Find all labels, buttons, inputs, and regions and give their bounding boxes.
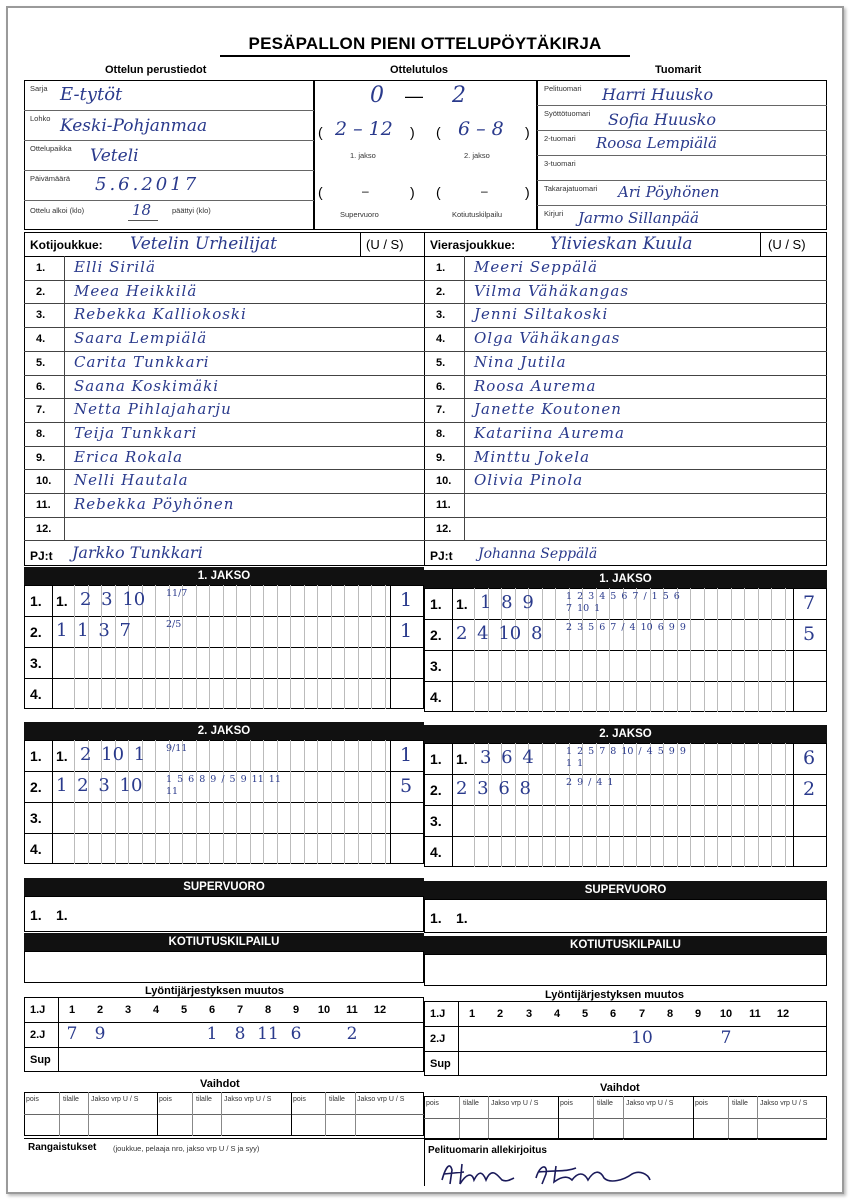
away_j2-row-label: 1.	[430, 751, 442, 767]
home-lineup-2j-value: 11	[257, 1024, 279, 1044]
home-player-number: 3.	[36, 309, 46, 321]
away-player-name: Roosa Aurema	[474, 377, 597, 395]
home-lineup-2j-value: 9	[94, 1024, 106, 1044]
away-coach: Johanna Seppälä	[478, 546, 598, 562]
away_j2-row-label: 2.	[430, 782, 442, 798]
home-subs-col: tilalle	[63, 1096, 79, 1103]
away_j2-bar: 2. JAKSO	[424, 725, 827, 743]
home_j2-row-label: 1.	[30, 748, 42, 764]
away-player-number: 1.	[436, 262, 446, 274]
start-time: 18	[132, 201, 152, 219]
home-lineup-col: 5	[180, 1004, 188, 1016]
away_j2-row-label: 4.	[430, 844, 442, 860]
home_j2-bar: 2. JAKSO	[24, 722, 424, 740]
away-subs-col: Jakso vrp U / S	[491, 1100, 539, 1107]
result-box	[314, 80, 537, 230]
home-player-number: 12.	[36, 523, 52, 535]
result-home: 0	[370, 83, 384, 108]
away-lineup-col: 6	[609, 1008, 617, 1020]
away_j2-row-outs: 1 2 5 7 8 10 / 4 5 9 9 1 1	[566, 746, 686, 769]
home-lineup-2j-value: 7	[66, 1024, 78, 1044]
info-header: Ottelun perustiedot	[105, 64, 207, 76]
lohko-value: Keski-Pohjanmaa	[60, 116, 208, 136]
away_j2-row-sublabel: 1.	[456, 751, 468, 767]
away-lineup-2j-value: 10	[631, 1028, 653, 1048]
home-player-number: 9.	[36, 452, 46, 464]
away-subs-col: tilalle	[732, 1100, 748, 1107]
home-subs-col: Jakso vrp U / S	[91, 1096, 139, 1103]
away-player-name: Olga Vähäkangas	[474, 329, 621, 347]
away-lineup-col: 7	[638, 1008, 646, 1020]
referees-header: Tuomarit	[655, 64, 702, 76]
away-lineup-title: Lyöntijärjestyksen muutos	[545, 989, 684, 1001]
away-lineup-col: 4	[553, 1008, 561, 1020]
home-player-number: 10.	[36, 475, 52, 487]
referee-3: Roosa Lempiälä	[596, 134, 717, 152]
home_j1-row-label: 1.	[30, 593, 42, 609]
home-lineup-col: 7	[236, 1004, 244, 1016]
away_j2-row-runs: 2	[803, 778, 816, 800]
away_j1-row-marks: 1 8 9	[480, 592, 534, 613]
home-player-number: 4.	[36, 333, 46, 345]
home-kotiutus-grid	[24, 951, 424, 983]
away-player-number: 5.	[436, 357, 446, 369]
away_j1-bar: 1. JAKSO	[424, 570, 827, 588]
home_j1-row-label: 3.	[30, 655, 42, 671]
home-player-name: Saana Koskimäki	[74, 377, 220, 395]
away-subs-title: Vaihdot	[600, 1082, 640, 1094]
home_j2-row-marks: 1 2 3 10	[56, 775, 143, 796]
referee-1: Harri Huusko	[602, 85, 714, 104]
home_j2-row-outs: 9/11	[166, 743, 188, 754]
away-subs-col: tilalle	[463, 1100, 479, 1107]
home-subs-col: Jakso vrp U / S	[224, 1096, 272, 1103]
home-player-name: Elli Sirilä	[74, 258, 156, 276]
home_j1-row-label: 4.	[30, 686, 42, 702]
away-kotiutus-grid	[424, 954, 827, 986]
result-away: 2	[452, 83, 466, 108]
away-supervuoro-grid	[424, 899, 827, 933]
home_j1-row-outs: 2/5	[166, 619, 182, 630]
away_j1-row-marks: 2 4 10 8	[456, 623, 543, 644]
home_j1-row-marks: 2 3 10	[80, 589, 146, 610]
signature-label: Pelituomarin allekirjoitus	[428, 1145, 547, 1156]
away-lineup-col: 11	[749, 1008, 761, 1020]
result-j1: 2 – 12	[335, 118, 393, 140]
away-player-number: 12.	[436, 523, 452, 535]
home_j2-row-runs: 5	[400, 775, 413, 797]
away_j2-row-runs: 6	[803, 747, 816, 769]
referee-signature	[436, 1158, 666, 1188]
home_j2-row-marks: 2 10 1	[80, 744, 146, 765]
away_j2-row-marks: 3 6 4	[480, 747, 534, 768]
home-player-name: Meea Heikkilä	[74, 282, 198, 300]
home-player-name: Carita Tunkkari	[74, 353, 210, 371]
away-subs-col: pois	[426, 1100, 439, 1107]
home_j1-row-outs: 11/7	[166, 588, 188, 599]
away_j1-row-runs: 7	[803, 592, 816, 614]
home-lineup-col: 10	[317, 1004, 331, 1016]
home-player-number: 7.	[36, 404, 46, 416]
away-player-name: Meeri Seppälä	[474, 258, 598, 276]
home-player-name: Erica Rokala	[74, 448, 184, 466]
away-player-number: 7.	[436, 404, 446, 416]
home-player-name: Saara Lempiälä	[74, 329, 208, 347]
home-lineup-2j-value: 8	[234, 1024, 246, 1044]
home_j1-row-runs: 1	[400, 589, 413, 611]
away-lineup-col: 3	[525, 1008, 533, 1020]
home-player-name: Netta Pihlajaharju	[74, 400, 232, 418]
away-subs-col: pois	[560, 1100, 573, 1107]
home_j2-row-label: 3.	[30, 810, 42, 826]
home-subs-col: pois	[159, 1096, 172, 1103]
away_j1-row-outs: 1 2 3 4 5 6 7 / 1 5 6 7 10 1	[566, 591, 680, 614]
date-value: 5.6.2017	[95, 174, 200, 195]
away-player-name: Katariina Aurema	[474, 424, 625, 442]
home-lineup-row-label: 1.J	[30, 1004, 46, 1016]
away-lineup-col: 8	[666, 1008, 674, 1020]
away-player-number: 2.	[436, 286, 446, 298]
home-kotiutus-bar: KOTIUTUSKILPAILU	[24, 933, 424, 951]
home-lineup-col: 6	[208, 1004, 216, 1016]
home-player-name: Rebekka Pöyhönen	[74, 495, 235, 513]
home-lineup-col: 8	[264, 1004, 272, 1016]
away_j1-row-label: 4.	[430, 689, 442, 705]
paikka-value: Veteli	[90, 146, 139, 166]
away-player-name: Vilma Vähäkangas	[474, 282, 630, 300]
home-player-name: Nelli Hautala	[74, 471, 189, 489]
home-player-number: 2.	[36, 286, 46, 298]
away-supervuoro-bar: SUPERVUORO	[424, 881, 827, 899]
home-lineup-col: 2	[96, 1004, 104, 1016]
home_j1-row-label: 2.	[30, 624, 42, 640]
home-lineup-col: 1	[68, 1004, 76, 1016]
away-lineup-2j-value: 7	[720, 1028, 732, 1048]
home-player-number: 11.	[36, 499, 51, 511]
home-subs-col: Jakso vrp U / S	[357, 1096, 405, 1103]
home-subs-col: tilalle	[329, 1096, 345, 1103]
away-lineup-col: 10	[719, 1008, 733, 1020]
home-supervuoro-grid	[24, 896, 424, 932]
home-player-number: 1.	[36, 262, 46, 274]
home-lineup-col: 11	[346, 1004, 358, 1016]
home-player-name: Rebekka Kalliokoski	[74, 305, 247, 323]
home-player-number: 8.	[36, 428, 46, 440]
home-coach: Jarkko Tunkkari	[72, 543, 203, 562]
away-subs-col: Jakso vrp U / S	[626, 1100, 674, 1107]
away-lineup-col: 12	[776, 1008, 790, 1020]
result-header: Ottelutulos	[390, 64, 449, 76]
home-lineup-col: 3	[124, 1004, 132, 1016]
result-j2: 6 – 8	[458, 118, 504, 140]
referee-6: Jarmo Sillanpää	[578, 209, 699, 227]
home_j2-row-runs: 1	[400, 744, 413, 766]
home-lineup-2j-value: 1	[206, 1024, 218, 1044]
home_j1-bar: 1. JAKSO	[24, 567, 424, 585]
home-lineup-col: 12	[373, 1004, 387, 1016]
page-title: PESÄPALLON PIENI OTTELUPÖYTÄKIRJA	[248, 34, 602, 53]
away-lineup-col: 9	[694, 1008, 702, 1020]
away-player-number: 8.	[436, 428, 446, 440]
home-lineup-col: 9	[292, 1004, 300, 1016]
away-player-name: Nina Jutila	[474, 353, 567, 371]
away-player-name: Jenni Siltakoski	[474, 305, 609, 323]
home-supervuoro-bar: SUPERVUORO	[24, 878, 424, 896]
away_j1-row-label: 2.	[430, 627, 442, 643]
away-player-name: Janette Koutonen	[474, 400, 622, 418]
away-lineup-col: 5	[581, 1008, 589, 1020]
away_j1-row-sublabel: 1.	[456, 596, 468, 612]
away-subs-col: Jakso vrp U / S	[760, 1100, 808, 1107]
away-lineup-row-label: 2.J	[430, 1033, 446, 1045]
penalties-label: Rangaistukset	[28, 1142, 97, 1153]
home-subs-col: pois	[26, 1096, 39, 1103]
home-subs-col: tilalle	[196, 1096, 212, 1103]
away-lineup-row-label: 1.J	[430, 1008, 446, 1020]
away-player-number: 6.	[436, 381, 446, 393]
home-subs-col: pois	[293, 1096, 306, 1103]
home_j2-row-outs: 1 5 6 8 9 / 5 9 11 11 11	[166, 774, 281, 797]
home_j2-row-label: 4.	[30, 841, 42, 857]
away-lineup-col: 1	[468, 1008, 476, 1020]
away-lineup-col: 2	[496, 1008, 504, 1020]
away-player-number: 9.	[436, 452, 446, 464]
away-player-name: Olivia Pinola	[474, 471, 584, 489]
home-player-name: Teija Tunkkari	[74, 424, 198, 442]
home_j2-row-sublabel: 1.	[56, 748, 68, 764]
away-subs-col: tilalle	[597, 1100, 613, 1107]
away-player-number: 10.	[436, 475, 452, 487]
away-player-number: 3.	[436, 309, 446, 321]
home_j1-row-sublabel: 1.	[56, 593, 68, 609]
home-lineup-row-label: Sup	[30, 1054, 51, 1066]
away_j1-row-label: 1.	[430, 596, 442, 612]
home-lineup-title: Lyöntijärjestyksen muutos	[145, 985, 284, 997]
away_j1-row-runs: 5	[803, 623, 816, 645]
away-lineup-row-label: Sup	[430, 1058, 451, 1070]
home-lineup-2j-value: 2	[346, 1024, 358, 1044]
away-subs-col: pois	[695, 1100, 708, 1107]
referee-5: Ari Pöyhönen	[618, 183, 720, 201]
sarja-value: E-tytöt	[60, 84, 123, 105]
away_j1-row-label: 3.	[430, 658, 442, 674]
away_j2-row-outs: 2 9 / 4 1	[566, 777, 614, 788]
away_j1-row-outs: 2 3 5 6 7 / 4 10 6 9 9	[566, 622, 686, 633]
away_j2-row-marks: 2 3 6 8	[456, 778, 531, 799]
home-lineup-col: 4	[152, 1004, 160, 1016]
home_j2-row-label: 2.	[30, 779, 42, 795]
away-player-number: 4.	[436, 333, 446, 345]
away-team-name: Ylivieskan Kuula	[550, 234, 693, 254]
home-lineup-2j-value: 6	[290, 1024, 302, 1044]
away-kotiutus-bar: KOTIUTUSKILPAILU	[424, 936, 827, 954]
away-player-name: Minttu Jokela	[474, 448, 591, 466]
home-player-number: 5.	[36, 357, 46, 369]
home-subs-title: Vaihdot	[200, 1078, 240, 1090]
home-player-number: 6.	[36, 381, 46, 393]
away_j2-row-label: 3.	[430, 813, 442, 829]
referee-2: Sofia Huusko	[608, 110, 716, 129]
penalties-note: (joukkue, pelaaja nro, jakso vrp U / S ja syy)	[113, 1144, 260, 1153]
home_j1-row-marks: 1 1 3 7	[56, 620, 131, 641]
home_j1-row-runs: 1	[400, 620, 413, 642]
away-player-number: 11.	[436, 499, 451, 511]
home-lineup-row-label: 2.J	[30, 1029, 46, 1041]
home-team-name: Vetelin Urheilijat	[130, 234, 277, 254]
title-underline	[220, 55, 630, 57]
